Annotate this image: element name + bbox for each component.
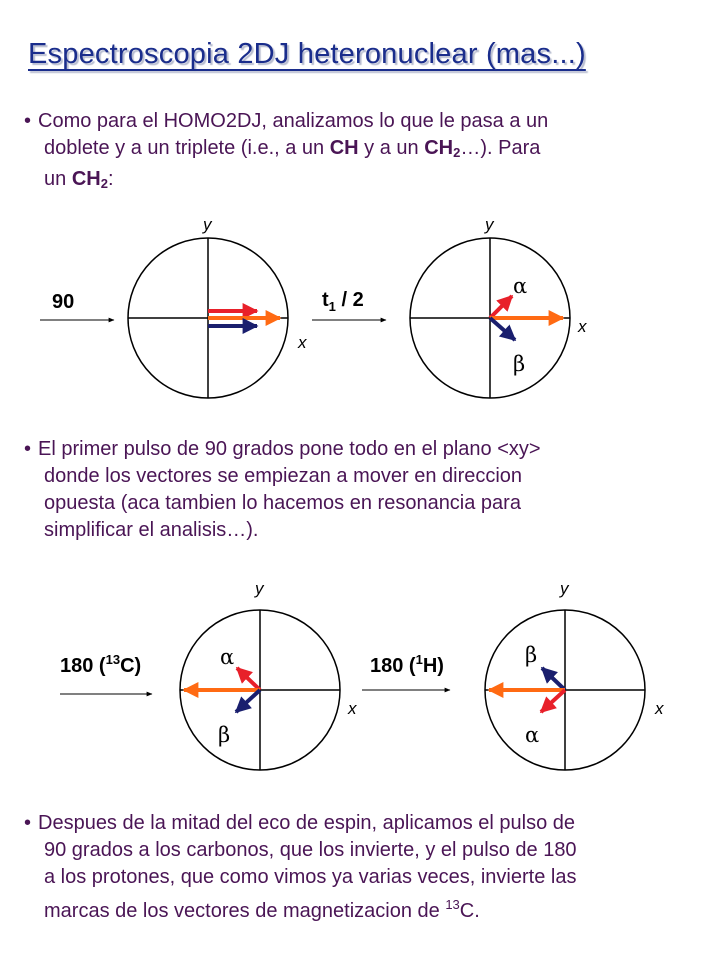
- text-line: opuesta (aca tambien lo hacemos en resonancia para: [44, 492, 521, 514]
- text-line: un $CH_2$:: [44, 168, 114, 191]
- alpha-label: α: [513, 274, 528, 298]
- beta-label: β: [218, 723, 231, 747]
- pulse-t1-half-label: $t_1 / 2$: [322, 289, 364, 314]
- beta-label: β: [513, 352, 526, 376]
- text-line: 90 grados a los carbonos, que los invierte, y el pulso de 180: [44, 839, 577, 861]
- pulse-180-proton-label: 180 ($^1$H): [370, 652, 444, 677]
- vector-beta: [236, 690, 260, 712]
- bullet: •: [24, 110, 32, 132]
- x-axis-label: x: [348, 699, 357, 718]
- paragraph-first-pulse: [24, 436, 704, 544]
- paragraph-intro: [24, 108, 704, 197]
- page-title: Espectroscopia 2DJ heteronuclear (mas...): [28, 38, 586, 70]
- vector-circle-1: [128, 215, 307, 398]
- y-axis-label: y: [560, 579, 569, 598]
- text-line: simplificar el analisis…).: [44, 519, 259, 541]
- text-line: El primer pulso de 90 grados pone todo en el plano <xy>: [38, 438, 541, 460]
- diagram-180-pulses: [0, 572, 720, 802]
- beta-label: β: [525, 643, 538, 667]
- x-axis-label: x: [298, 333, 307, 352]
- text-line: a los protones, que como vimos ya varias veces, invierte las: [44, 866, 577, 888]
- diagram-90-pulse-t1: [0, 200, 720, 430]
- x-axis-label: x: [578, 317, 587, 336]
- vector-alpha: [237, 668, 260, 690]
- y-axis-label: y: [485, 215, 494, 234]
- bullet: •: [24, 812, 32, 834]
- vector-beta: [542, 668, 565, 690]
- text-line: Como para el HOMO2DJ, analizamos lo que le pasa a un: [38, 110, 549, 132]
- pulse-90-label: 90: [52, 291, 75, 313]
- y-axis-label: y: [255, 579, 264, 598]
- text-line: doblete y a un triplete (i.e., a un CH y a un $CH_2\dots$). Para: [44, 137, 541, 160]
- bullet: •: [24, 438, 32, 460]
- vector-alpha: [490, 296, 512, 318]
- pulse-180-carbon-label: 180 ($^{13}$C): [60, 652, 142, 677]
- text-line: Despues de la mitad del eco de espin, aplicamos el pulso de: [38, 812, 575, 834]
- y-axis-label: y: [203, 215, 212, 234]
- vector-circle-4: [485, 579, 664, 770]
- vector-beta: [490, 318, 515, 340]
- text-line: marcas de los vectores de magnetizacion de $^{13}$C.: [44, 897, 480, 922]
- x-axis-label: x: [655, 699, 664, 718]
- alpha-label: α: [220, 645, 235, 669]
- vector-circle-2: [410, 215, 587, 398]
- alpha-label: α: [525, 723, 540, 747]
- vector-circle-3: [180, 579, 357, 770]
- paragraph-spin-echo: [24, 810, 704, 925]
- vector-alpha: [541, 690, 565, 712]
- text-line: donde los vectores se empiezan a mover en direccion: [44, 465, 523, 487]
